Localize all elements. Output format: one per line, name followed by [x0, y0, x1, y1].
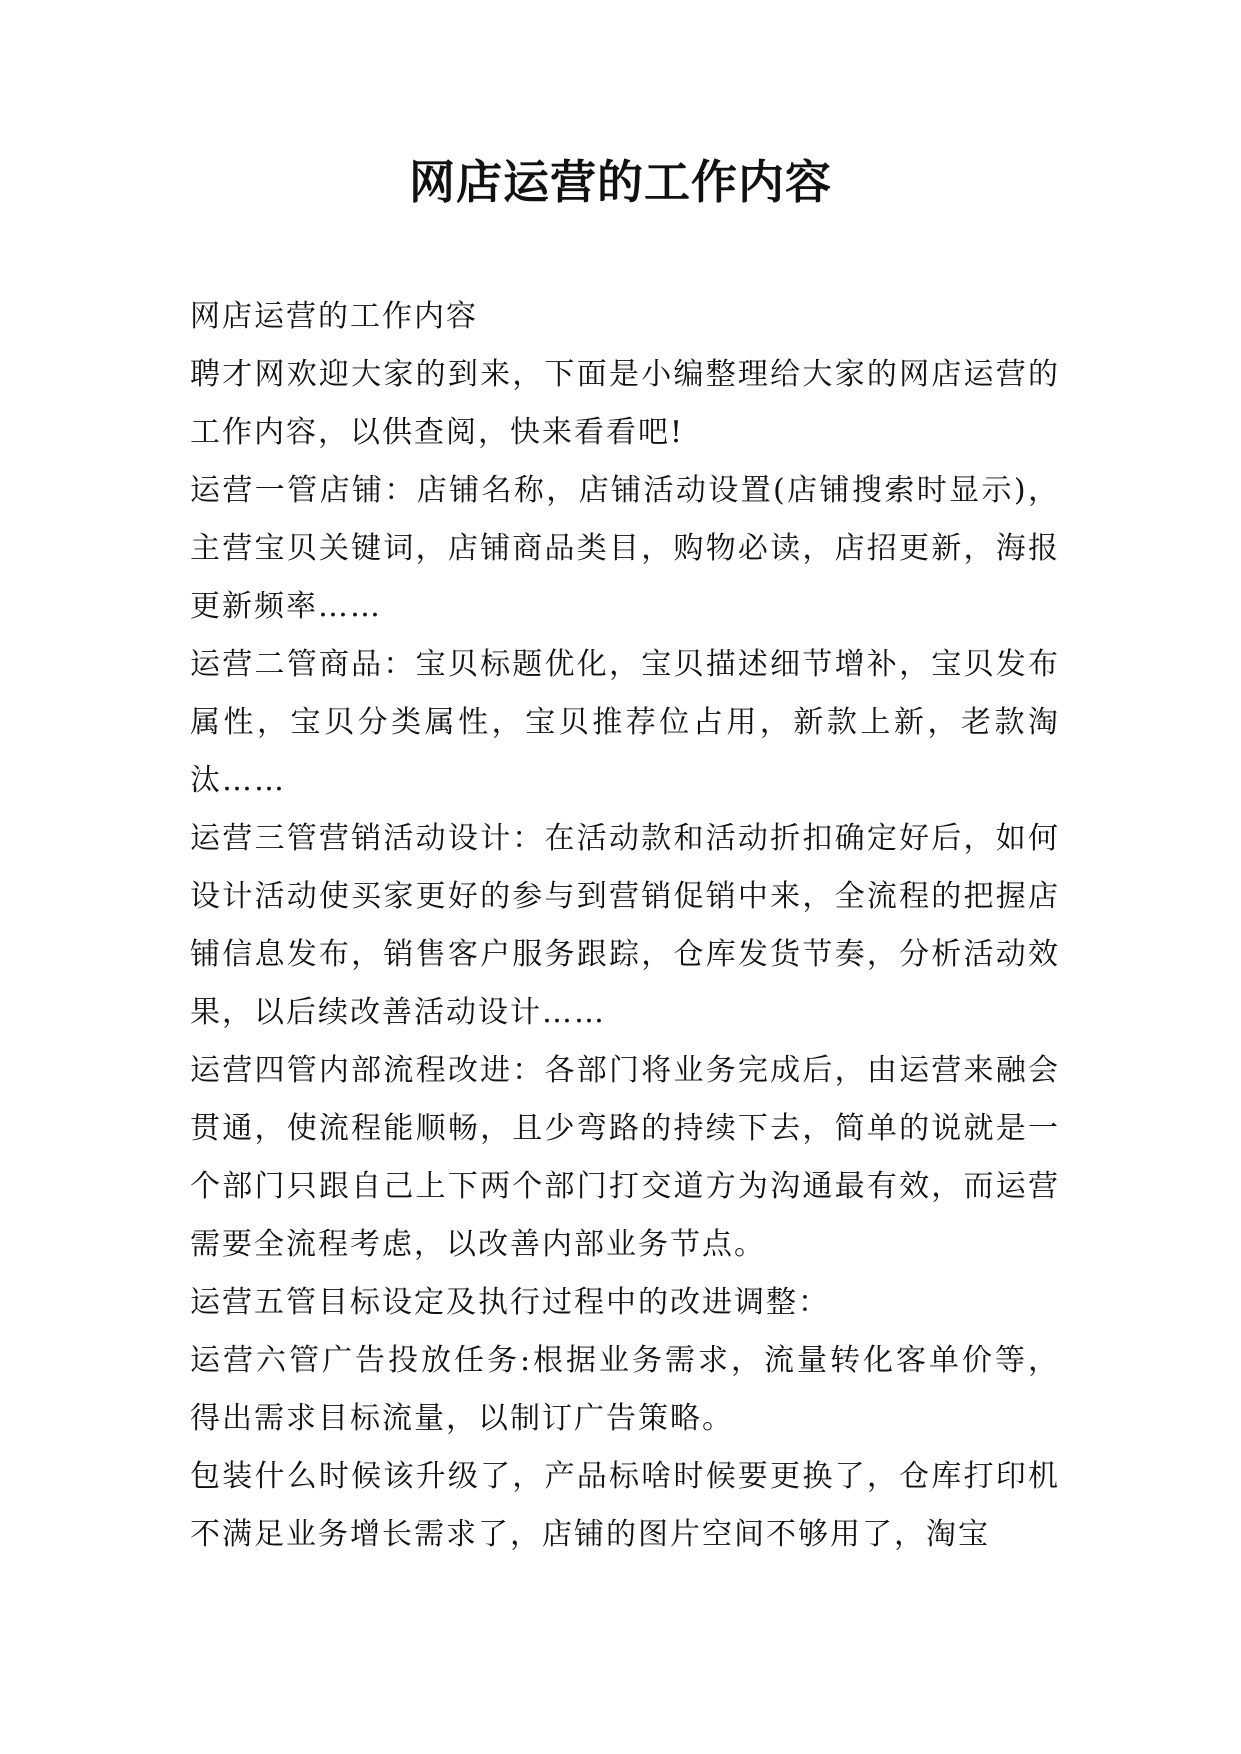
paragraph-process-improvement: 运营四管内部流程改进：各部门将业务完成后，由运营来融会贯通，使流程能顺畅，且少弯路的持续下去，简单的说就是一个部门只跟自己上下两个部门打交道方为沟通最有效，而运营需要全流程考虑，以改善内部业务节点。: [190, 1053, 1060, 1262]
paragraph-operations-upgrade: 包装什么时候该升级了，产品标啥时候要更换了，仓库打印机不满足业务增长需求了，店铺的图片空间不够用了，淘宝: [190, 1459, 1060, 1552]
document-body: [190, 288, 1060, 1564]
paragraph-store-management: 运营一管店铺：店铺名称，店铺活动设置(店铺搜索时显示)，主营宝贝关键词，店铺商品类目，购物必读，店招更新，海报更新频率……: [190, 473, 1060, 624]
paragraph-product-management: 运营二管商品：宝贝标题优化，宝贝描述细节增补，宝贝发布属性，宝贝分类属性，宝贝推荐位占用，新款上新，老款淘汰……: [190, 647, 1060, 798]
paragraph-goal-setting: 运营五管目标设定及执行过程中的改进调整：: [190, 1285, 830, 1320]
paragraph-advertising: 运营六管广告投放任务:根据业务需求，流量转化客单价等，得出需求目标流量，以制订广告策略。: [190, 1343, 1060, 1436]
paragraph-heading: 网店运营的工作内容: [190, 299, 478, 334]
document-title: 网店运营的工作内容: [409, 155, 832, 209]
paragraph-marketing-design: 运营三管营销活动设计：在活动款和活动折扣确定好后，如何设计活动使买家更好的参与到营销促销中来，全流程的把握店铺信息发布，销售客户服务跟踪，仓库发货节奏，分析活动效果，以后续改善活动设计……: [190, 821, 1060, 1030]
paragraph-intro: 聘才网欢迎大家的到来，下面是小编整理给大家的网店运营的工作内容，以供查阅，快来看看吧!: [190, 357, 1060, 450]
